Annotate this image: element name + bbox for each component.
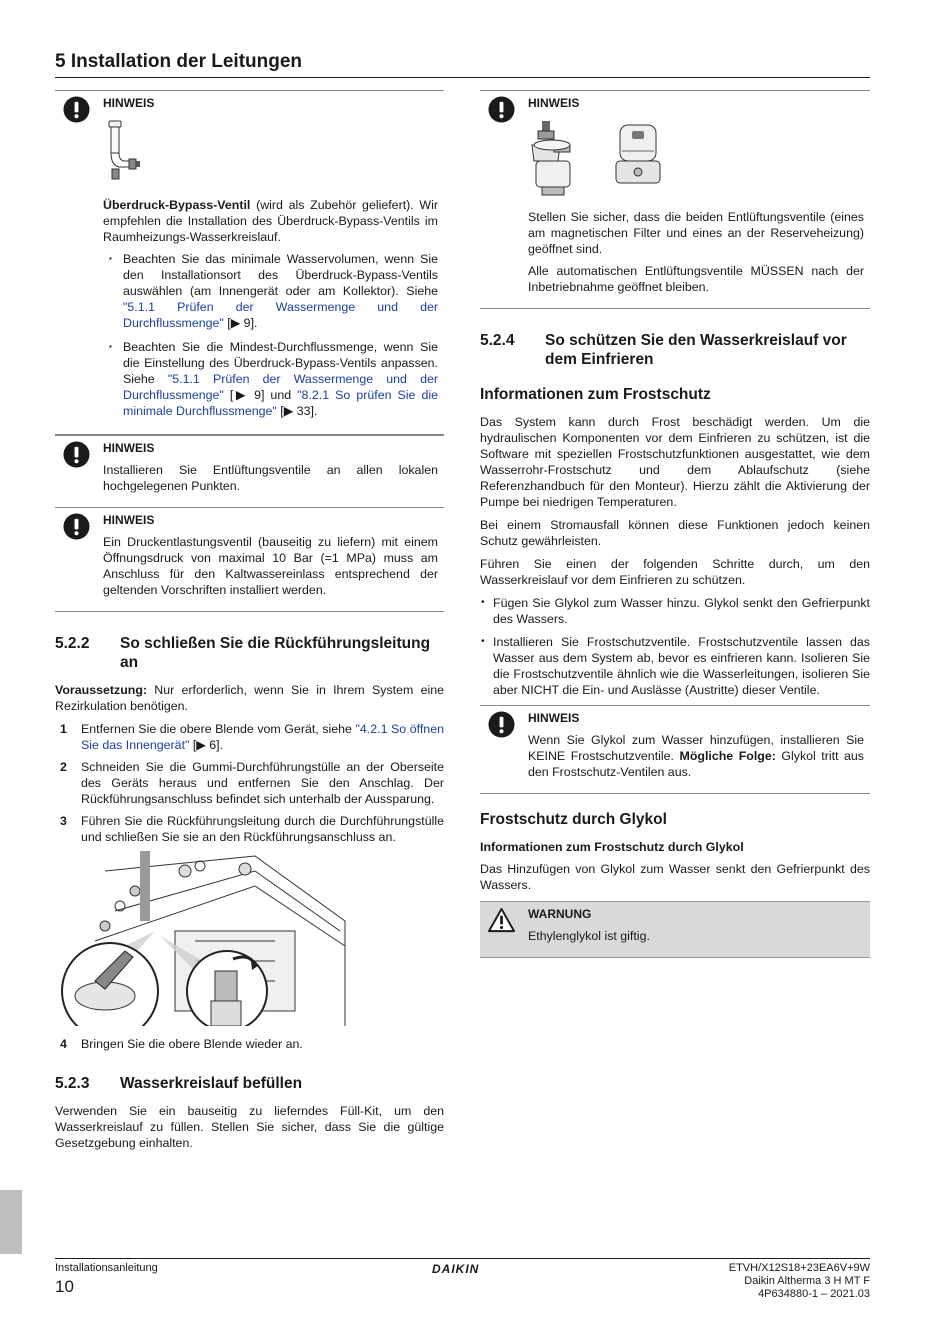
section-heading-5-2-4: 5.2.4 So schützen Sie den Wasserkreislauf vor dem Einfrieren — [480, 332, 847, 368]
exclamation-circle-icon — [488, 96, 515, 123]
subsection-heading-frost: Informationen zum Frostschutz — [480, 386, 711, 403]
prerequisite-label: Voraussetzung: — [55, 683, 148, 697]
section-text: Verwenden Sie ein bauseitig zu lieferndes Füll-Kit, um den Wasserkreislauf zu füllen. Stellen Sie sicher, dass Sie die gültige Gesetzgebung einhalten. — [55, 1104, 444, 1150]
bypass-valve-intro: (wird als Zubehör geliefert). Wir empfehlen die Installation des Überdruck-Bypass-Ventils im Raumheizungs-Wasserkreislauf. — [103, 198, 438, 244]
page-number: 10 — [55, 1277, 74, 1296]
warning-text: Ethylenglykol ist giftig. — [528, 929, 650, 943]
exclamation-circle-icon — [63, 513, 90, 540]
warning-title: WARNUNG — [528, 907, 592, 921]
warning-box — [480, 901, 870, 958]
prerequisite-text: Nur erforderlich, wenn Sie in Ihrem System eine Rezirkulation benötigen. — [55, 683, 444, 713]
notice-title: HINWEIS — [103, 96, 155, 110]
glycol-subheading: Informationen zum Frostschutz durch Glykol — [480, 840, 744, 854]
recirculation-installation-illustration — [55, 851, 355, 1026]
footer-product: Daikin Altherma 3 H MT F — [744, 1275, 870, 1287]
brand-logo: DAIKIN — [432, 1262, 480, 1276]
bypass-valve-name: Überdruck-Bypass-Ventil — [103, 198, 251, 212]
notice-title: HINWEIS — [528, 96, 580, 110]
notice-title: HINWEIS — [103, 441, 155, 455]
footer-product-info — [729, 1262, 870, 1301]
step-item: 4 Bringen Sie die obere Blende wieder an. — [60, 1037, 303, 1051]
frost-paragraph: Das System kann durch Frost beschädigt werden. Um die hydraulischen Komponenten vor dem Einfrieren zu schützen, ist die Software mit speziellen Frostschutzfunktionen ausgestattet, wie dem Wasserrohr-Frostschutz und dem Ablaufschutz (siehe Referenzhandbuch für den Monteur). Hierzu zählt die Aktivierung der Pumpe bei niedrigen Temperaturen. — [480, 415, 870, 509]
notice-title: HINWEIS — [528, 711, 580, 725]
air-purge-valves-image — [528, 117, 668, 199]
warning-triangle-icon — [488, 907, 515, 934]
step-list — [55, 721, 444, 845]
link-4-2-1[interactable]: "4.2.1 So öffnen Sie das Innengerät" — [81, 722, 444, 752]
footer-docnum: 4P634880-1 – 2021.03 — [758, 1288, 870, 1300]
step-list — [55, 1036, 444, 1052]
subsection-heading-glycol: Frostschutz durch Glykol — [480, 811, 667, 828]
frost-paragraph: Bei einem Stromausfall können diese Funktionen jedoch keinen Schutz gewährleisten. — [480, 518, 870, 548]
section-heading-5-2-2: 5.2.2 So schließen Sie die Rückführungsleitung an — [55, 635, 431, 671]
notice-pressure-relief — [55, 508, 444, 612]
exclamation-circle-icon — [63, 441, 90, 468]
link-8-2-1[interactable]: "8.2.1 So prüfen Sie die minimale Durchflussmenge" — [123, 388, 438, 418]
list-item: ▪ Beachten Sie das minimale Wasservolumen, wenn Sie den Installationsort des Überdruck-Bypass-Ventils auswählen (am Innengerät oder am Kollektor). Siehe "5.1.1 Prüfen der Wassermenge und der Durchflussmenge" [▶ 9]. — [109, 251, 438, 331]
notice-text: Alle automatischen Entlüftungsventile MÜSSEN nach der Inbetriebnahme geöffnet bleiben. — [528, 264, 864, 294]
bypass-valve-image — [103, 117, 143, 187]
notice-title: HINWEIS — [103, 513, 155, 527]
frost-paragraph: Führen Sie einen der folgenden Schritte durch, um den Wasserkreislauf vor dem Einfrieren zu schützen. — [480, 557, 870, 587]
glycol-text: Das Hinzufügen von Glykol zum Wasser senkt den Gefrierpunkt des Wassers. — [480, 862, 870, 892]
exclamation-circle-icon — [488, 711, 515, 738]
step-item: 1 Entfernen Sie die obere Blende vom Gerät, siehe "4.2.1 So öffnen Sie das Innengerät" [▶ 6]. — [60, 722, 444, 752]
link-5-1-1[interactable]: "5.1.1 Prüfen der Wassermenge und der Durchflussmenge" — [123, 300, 438, 330]
notice-text: Installieren Sie Entlüftungsventile an allen lokalen hochgelegenen Punkten. — [103, 463, 438, 493]
section-heading-5-2-3: 5.2.3 Wasserkreislauf befüllen — [55, 1075, 303, 1092]
notice-glycol-valves: HINWEIS Wenn Sie Glykol zum Wasser hinzufügen, installieren Sie KEINE Frostschutzventile. Mögliche Folge: Glykol tritt aus den Frostschutz-Ventilen aus. — [480, 705, 870, 794]
notice-air-purge — [480, 90, 870, 309]
notice-vent-valves — [55, 435, 444, 508]
frost-options-list — [480, 595, 870, 698]
list-item: • Fügen Sie Glykol zum Wasser hinzu. Glykol senkt den Gefrierpunkt des Wassers. — [480, 595, 870, 627]
step-item: 3 Führen Sie die Rückführungsleitung durch die Durchführungstülle und schließen Sie sie an den Rückführungsanschluss an. — [60, 814, 444, 844]
list-item: • Installieren Sie Frostschutzventile. Frostschutzventile lassen das Wasser aus dem System ab, bevor es einfrieren kann. Isolieren Sie die Frostschutzventile ähnlich wie die Wasserleitungen, isolieren Sie aber NICHT die Ein- und Auslässe (Austritte) dieser Ventile. — [480, 634, 870, 698]
right-column — [480, 90, 870, 958]
chapter-rule — [55, 77, 870, 78]
list-item: ▪ Beachten Sie die Mindest-Durchflussmenge, wenn Sie die Einstellung des Überdruck-Bypass-Ventils anpassen. Siehe "5.1.1 Prüfen der Wassermenge und der Durchflussmenge" [▶ 9] und "8.2.1 So prüfen Sie die minimale Durchflussmenge" [▶ 33]. — [109, 339, 438, 419]
notice-text: Stellen Sie sicher, dass die beiden Entlüftungsventile (eines am magnetischen Filter und eines an der Reserveheizung) geöffnet sind. — [528, 210, 864, 256]
notice-text: Ein Druckentlastungsventil (bauseitig zu liefern) mit einem Öffnungsdruck von maximal 10 Bar (=1 MPa) muss am Anschluss für den Kaltwassereinlass entsprechend der geltenden Vorschriften installiert werden. — [103, 535, 438, 597]
chapter-title: 5 Installation der Leitungen — [55, 51, 303, 72]
footer-rule — [55, 1258, 870, 1259]
chapter-side-tab — [0, 1190, 22, 1254]
notice-bypass-valve — [55, 90, 444, 435]
link-5-1-1[interactable]: "5.1.1 Prüfen der Wassermenge und der Durchflussmenge" — [123, 372, 438, 402]
footer-doc-type: Installationsanleitung — [55, 1262, 158, 1274]
footer-model: ETVH/X12S18+23EA6V+9W — [728, 1262, 870, 1274]
step-item: 2 Schneiden Sie die Gummi-Durchführungstülle an der Oberseite des Geräts heraus und entfernen Sie den Anschlag. Der Rückführungsanschluss befindet sich unterhalb der Aussparung. — [60, 760, 444, 806]
consequence-label: Mögliche Folge: — [679, 749, 776, 763]
exclamation-circle-icon — [63, 96, 90, 123]
left-column — [55, 90, 444, 1158]
